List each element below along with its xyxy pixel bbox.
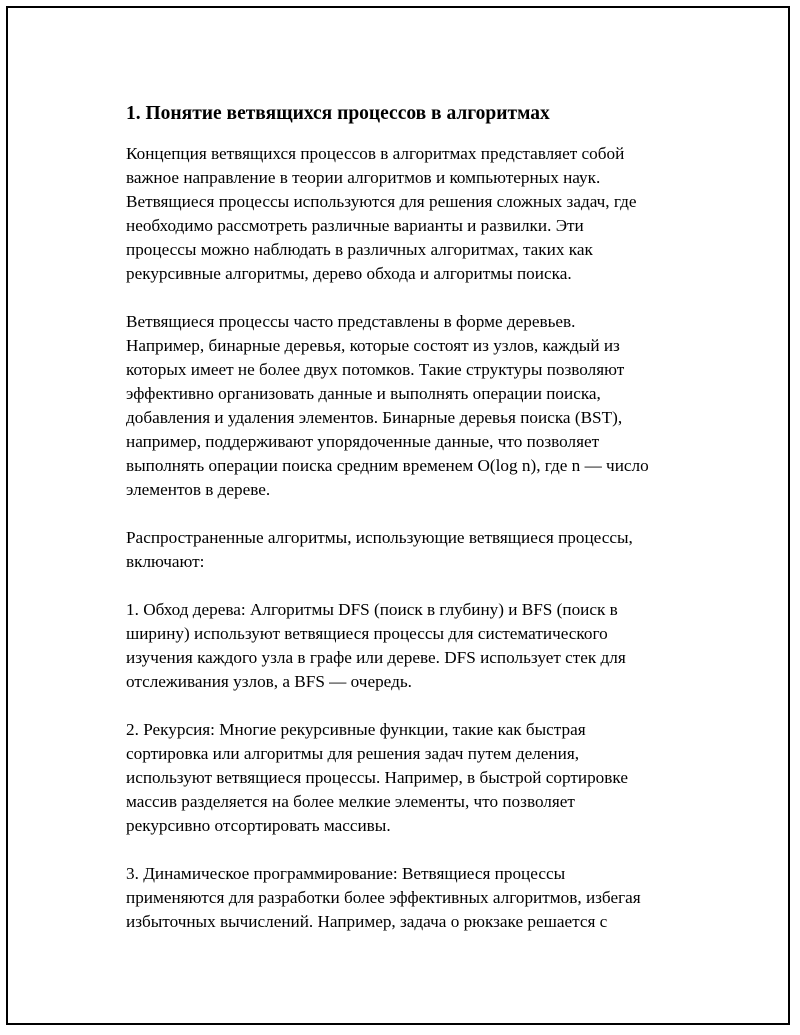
text-line: Ветвящиеся процессы используются для решения сложных задач, где — [126, 192, 637, 211]
text-line: важное направление в теории алгоритмов и компьютерных наук. — [126, 168, 601, 187]
page-frame — [6, 6, 790, 1025]
text-line: изучения каждого узла в графе или дереве. DFS использует стек для — [126, 648, 626, 667]
list-item-recursion — [126, 718, 692, 838]
list-item-tree-traversal — [126, 598, 692, 694]
document-body — [126, 102, 692, 958]
text-line: Например, бинарные деревья, которые состоят из узлов, каждый из — [126, 336, 620, 355]
text-line: которых имеет не более двух потомков. Такие структуры позволяют — [126, 360, 625, 379]
text-line: 1. Обход дерева: Алгоритмы DFS (поиск в глубину) и BFS (поиск в — [126, 600, 618, 619]
text-line: рекурсивно отсортировать массивы. — [126, 816, 391, 835]
paragraph-trees — [126, 310, 692, 502]
text-line: включают: — [126, 552, 205, 571]
paragraph-intro — [126, 142, 692, 286]
text-line: например, поддерживают упорядоченные данные, что позволяет — [126, 432, 600, 451]
text-line: сортировка или алгоритмы для решения задач путем деления, — [126, 744, 580, 763]
text-line: ширину) используют ветвящиеся процессы для систематического — [126, 624, 608, 643]
list-item-dynamic-programming — [126, 862, 692, 934]
text-line: процессы можно наблюдать в различных алгоритмах, таких как — [126, 240, 593, 259]
text-line: Концепция ветвящихся процессов в алгоритмах представляет собой — [126, 144, 625, 163]
text-line: 2. Рекурсия: Многие рекурсивные функции, такие как быстрая — [126, 720, 586, 739]
text-line: отслеживания узлов, а BFS — очередь. — [126, 672, 412, 691]
text-line: добавления и удаления элементов. Бинарные деревья поиска (BST), — [126, 408, 623, 427]
section-heading: 1. Понятие ветвящихся процессов в алгоритмах — [126, 103, 550, 124]
text-line: применяются для разработки более эффективных алгоритмов, избегая — [126, 888, 641, 907]
text-line: эффективно организовать данные и выполнять операции поиска, — [126, 384, 601, 403]
text-line: избыточных вычислений. Например, задача о рюкзаке решается с — [126, 912, 608, 931]
text-line: Ветвящиеся процессы часто представлены в форме деревьев. — [126, 312, 576, 331]
text-line: выполнять операции поиска средним временем O(log n), где n — число — [126, 456, 649, 475]
text-line: необходимо рассмотреть различные варианты и развилки. Эти — [126, 216, 584, 235]
text-line: элементов в дереве. — [126, 480, 271, 499]
text-line: 3. Динамическое программирование: Ветвящиеся процессы — [126, 864, 566, 883]
paragraph-algorithms-intro — [126, 526, 692, 574]
text-line: массив разделяется на более мелкие элементы, что позволяет — [126, 792, 575, 811]
text-line: рекурсивные алгоритмы, дерево обхода и алгоритмы поиска. — [126, 264, 572, 283]
text-line: используют ветвящиеся процессы. Например, в быстрой сортировке — [126, 768, 628, 787]
text-line: Распространенные алгоритмы, использующие ветвящиеся процессы, — [126, 528, 633, 547]
